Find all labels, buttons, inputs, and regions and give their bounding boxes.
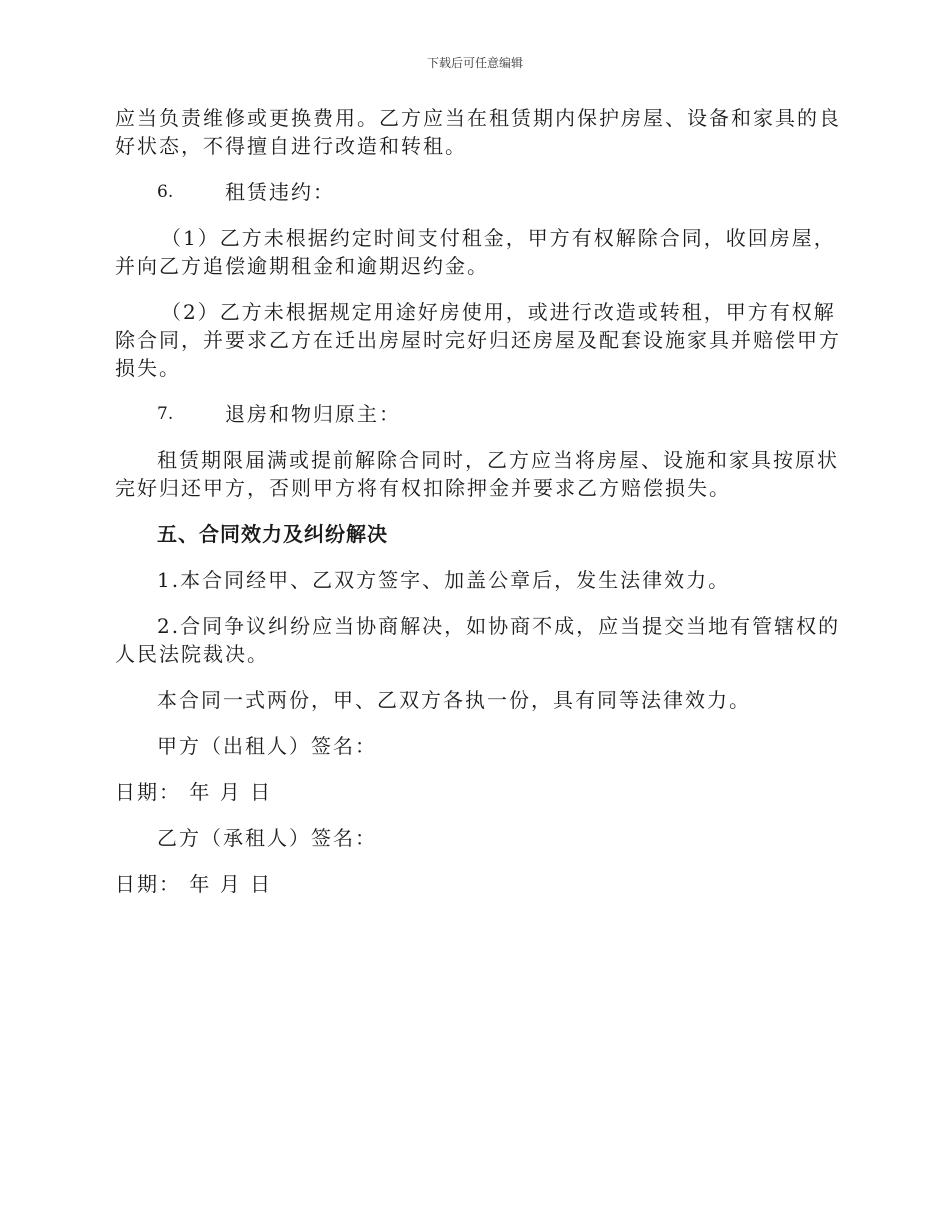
text-line: 1.本合同经甲、乙双方签字、加盖公章后，发生法律效力。 bbox=[157, 568, 731, 592]
list-item-title: 退房和物归原主： bbox=[225, 402, 401, 426]
page-header: 下载后可任意编辑 bbox=[426, 56, 523, 70]
signature-label: 乙方（承租人）签名： bbox=[157, 826, 377, 850]
text-line: 人民法院裁决。 bbox=[115, 642, 269, 666]
list-number: 6. bbox=[157, 182, 174, 202]
paragraph-breach-1 bbox=[115, 224, 835, 280]
paragraph-breach-2 bbox=[115, 298, 841, 382]
paragraph-maintenance bbox=[115, 104, 841, 160]
section-heading: 五、合同效力及纠纷解决 bbox=[157, 522, 388, 546]
text-line: （1）乙方未根据约定时间支付租金，甲方有权解除合同，收回房屋， bbox=[161, 226, 836, 250]
text-line: 租赁期限届满或提前解除合同时，乙方应当将房屋、设施和家具按原状 bbox=[157, 448, 839, 472]
signature-party-a bbox=[115, 732, 835, 760]
paragraph-return bbox=[115, 446, 839, 502]
date-label: 日期： 年 月 日 bbox=[115, 780, 273, 804]
list-number: 7. bbox=[157, 404, 174, 424]
list-item-7 bbox=[115, 400, 835, 428]
text-line: 除合同，并要求乙方在迁出房屋时完好归还房屋及配套设施家具并赔偿甲方 bbox=[115, 328, 841, 352]
text-line: 2.合同争议纠纷应当协商解决，如协商不成，应当提交当地有管辖权的 bbox=[157, 614, 841, 638]
text-line: 并向乙方追偿逾期租金和逾期迟约金。 bbox=[115, 254, 489, 278]
list-item-6 bbox=[115, 178, 835, 206]
text-line: （2）乙方未根据规定用途好房使用，或进行改造或转租，甲方有权解 bbox=[161, 300, 836, 324]
date-label: 日期： 年 月 日 bbox=[115, 872, 273, 896]
text-line: 本合同一式两份，甲、乙双方各执一份，具有同等法律效力。 bbox=[157, 688, 751, 712]
signature-label: 甲方（出租人）签名： bbox=[157, 734, 377, 758]
list-item-title: 租赁违约： bbox=[225, 180, 335, 204]
text-line: 好状态，不得擅自进行改造和转租。 bbox=[115, 134, 467, 158]
paragraph-effect bbox=[115, 566, 835, 594]
text-line: 应当负责维修或更换费用。乙方应当在租赁期内保护房屋、设备和家具的良 bbox=[115, 106, 841, 130]
signature-party-b bbox=[115, 824, 835, 852]
paragraph-copies bbox=[115, 686, 835, 714]
text-line: 损失。 bbox=[115, 356, 181, 380]
signature-date-b bbox=[115, 870, 835, 898]
signature-date-a bbox=[115, 778, 835, 806]
text-line: 完好归还甲方，否则甲方将有权扣除押金并要求乙方赔偿损失。 bbox=[115, 476, 731, 500]
paragraph-dispute bbox=[115, 612, 841, 668]
document-body bbox=[115, 104, 841, 916]
